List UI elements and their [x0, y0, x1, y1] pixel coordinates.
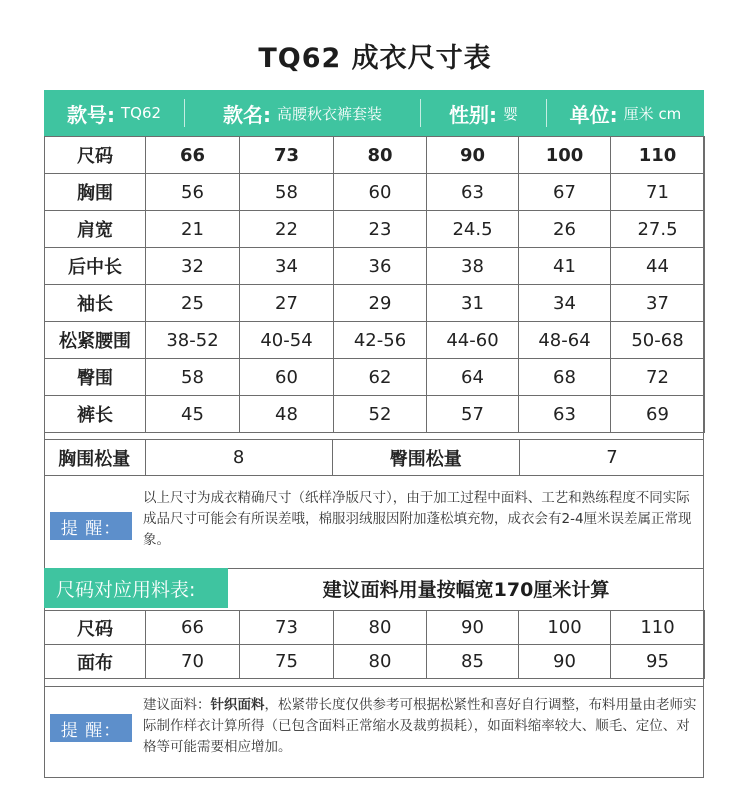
- table-cell: 60: [334, 174, 427, 211]
- row-label: 松紧腰围: [45, 322, 146, 359]
- table-cell: 75: [240, 645, 334, 679]
- table-cell: 100: [519, 137, 611, 174]
- table-cell: 37: [611, 285, 705, 322]
- row-label: 袖长: [45, 285, 146, 322]
- style-name-value: 高腰秋衣裤套装: [276, 104, 382, 123]
- fabric-note-body: ，松紧带长度仅供参考可根据松紧性和喜好自行调整，布料用量由老师实际制作样衣计算所得（已包含面料正常缩水及裁剪损耗），如面料缩率较大、顺毛、定位、对格等可能需要相应增加。: [143, 697, 697, 755]
- table-cell: 80: [334, 645, 427, 679]
- table-cell: 22: [240, 211, 334, 248]
- table-cell: 52: [334, 396, 427, 433]
- table-row: [45, 285, 705, 322]
- table-row: [45, 174, 705, 211]
- unit-cell: [547, 90, 704, 136]
- table-cell: 48-64: [519, 322, 611, 359]
- table-cell: 67: [519, 174, 611, 211]
- table-cell: 38: [427, 248, 519, 285]
- table-cell: 71: [611, 174, 705, 211]
- table-row: [45, 248, 705, 285]
- table-cell: 66: [146, 137, 240, 174]
- unit-value: 厘米 cm: [623, 104, 682, 123]
- table-cell: 69: [611, 396, 705, 433]
- reminder-badge: 提 醒：: [50, 714, 132, 742]
- table-cell: 62: [334, 359, 427, 396]
- table-cell: 27: [240, 285, 334, 322]
- table-cell: 80: [334, 137, 427, 174]
- row-label: 尺码: [45, 611, 146, 645]
- table-cell: 34: [240, 248, 334, 285]
- table-cell: 32: [146, 248, 240, 285]
- style-name-cell: [185, 90, 420, 136]
- fabric-section-bar: [44, 568, 704, 608]
- row-label: 裤长: [45, 396, 146, 433]
- fabric-section-label: 尺码对应用料表:: [44, 568, 228, 608]
- table-cell: 66: [146, 611, 240, 645]
- table-cell: 68: [519, 359, 611, 396]
- table-cell: 尺码: [45, 137, 146, 174]
- table-row: [45, 322, 705, 359]
- fabric-reminder-note: [44, 686, 704, 778]
- table-cell: 90: [427, 137, 519, 174]
- table-cell: 34: [519, 285, 611, 322]
- gender-label: 性别:: [448, 102, 497, 127]
- style-no-value: TQ62: [120, 104, 162, 122]
- table-cell: 64: [427, 359, 519, 396]
- size-table: [44, 136, 705, 433]
- table-row: [45, 396, 705, 433]
- table-cell: 85: [427, 645, 519, 679]
- table-cell: 40-54: [240, 322, 334, 359]
- table-cell: 21: [146, 211, 240, 248]
- row-label: 后中长: [45, 248, 146, 285]
- table-cell: 50-68: [611, 322, 705, 359]
- table-row: [45, 359, 705, 396]
- size-header-row: [45, 137, 705, 174]
- table-cell: 72: [611, 359, 705, 396]
- table-cell: 25: [146, 285, 240, 322]
- info-header: [44, 90, 704, 136]
- table-row: [45, 211, 705, 248]
- style-no-label: 款号:: [66, 102, 115, 127]
- row-label: 臀围: [45, 359, 146, 396]
- fabric-table: [44, 610, 705, 679]
- row-label: 肩宽: [45, 211, 146, 248]
- table-cell: 41: [519, 248, 611, 285]
- row-label: 胸围: [45, 174, 146, 211]
- table-cell: 110: [611, 611, 705, 645]
- fabric-prefix: 建议面料：: [143, 697, 211, 713]
- table-cell: 27.5: [611, 211, 705, 248]
- table-cell: 90: [427, 611, 519, 645]
- table-cell: 58: [240, 174, 334, 211]
- table-row: [45, 645, 705, 679]
- table-cell: 63: [519, 396, 611, 433]
- table-cell: 48: [240, 396, 334, 433]
- style-name-label: 款名:: [222, 102, 271, 127]
- table-cell: 95: [611, 645, 705, 679]
- table-cell: 58: [146, 359, 240, 396]
- table-cell: 70: [146, 645, 240, 679]
- chest-ease-label: 胸围松量: [44, 440, 146, 475]
- table-cell: 26: [519, 211, 611, 248]
- table-cell: 42-56: [334, 322, 427, 359]
- fabric-section-note: 建议面料用量按幅宽170厘米计算: [322, 579, 610, 601]
- unit-label: 单位:: [569, 102, 618, 127]
- reminder-text: [143, 695, 699, 758]
- table-cell: 90: [519, 645, 611, 679]
- table-cell: 44: [611, 248, 705, 285]
- table-cell: 57: [427, 396, 519, 433]
- gender-value: 婴: [502, 104, 518, 123]
- ease-row: [44, 439, 704, 476]
- table-row: [45, 611, 705, 645]
- table-cell: 60: [240, 359, 334, 396]
- page-title: TQ62 成衣尺寸表: [258, 43, 492, 74]
- table-cell: 73: [240, 611, 334, 645]
- table-cell: 29: [334, 285, 427, 322]
- style-no-cell: [44, 90, 184, 136]
- row-label: 面布: [45, 645, 146, 679]
- table-cell: 45: [146, 396, 240, 433]
- reminder-badge: 提 醒：: [50, 512, 132, 540]
- gender-cell: [421, 90, 546, 136]
- table-cell: 36: [334, 248, 427, 285]
- table-cell: 73: [240, 137, 334, 174]
- table-cell: 80: [334, 611, 427, 645]
- table-cell: 110: [611, 137, 705, 174]
- table-cell: 100: [519, 611, 611, 645]
- fabric-type: 针织面料: [210, 697, 265, 713]
- table-cell: 24.5: [427, 211, 519, 248]
- table-cell: 63: [427, 174, 519, 211]
- reminder-text: 以上尺寸为成衣精确尺寸（纸样净版尺寸），由于加工过程中面料、工艺和熟练程度不同实际成品尺寸可能会有所误差哦，棉服羽绒服因附加蓬松填充物，成衣会有2-4厘米误差属正常现象。: [143, 490, 692, 548]
- table-cell: 38-52: [146, 322, 240, 359]
- hip-ease-value: 7: [606, 447, 618, 468]
- reminder-note: [44, 476, 704, 566]
- table-cell: 56: [146, 174, 240, 211]
- chest-ease-value: 8: [146, 440, 333, 475]
- table-cell: 44-60: [427, 322, 519, 359]
- hip-ease-label: 臀围松量: [333, 440, 520, 475]
- table-cell: 23: [334, 211, 427, 248]
- table-cell: 31: [427, 285, 519, 322]
